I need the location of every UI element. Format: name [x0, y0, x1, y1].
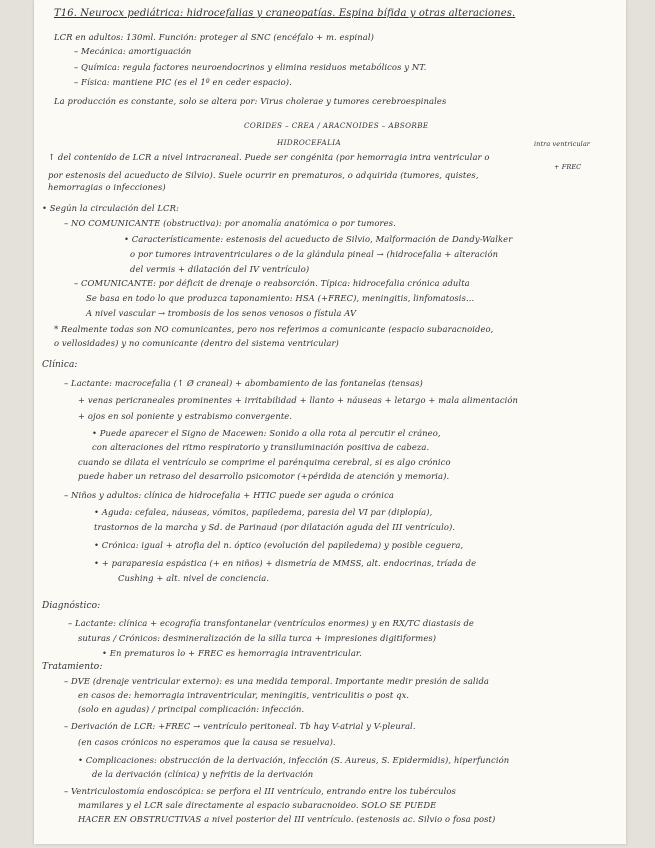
clinica-line: puede haber un retraso del desarrollo psicomotor (+pérdida de atención y memoria).: [78, 471, 450, 481]
circulacion-line: * Realmente todas son NO comunicantes, pero nos referimos a comunicante (espacio subaracnoideo,: [54, 324, 494, 334]
clinica-line: + venas pericraneales prominentes + irritabilidad + llanto + náuseas + letargo + mala alimentación: [78, 395, 519, 405]
circulacion-line: Se basa en todo lo que produzca taponamiento: HSA (+FREC), meningitis, linfomatosis...: [86, 293, 475, 303]
lcr-line: – Física: mantiene PIC (es el 1º en ceder espacio).: [74, 77, 292, 87]
hidrocefalia-line: ↑ del contenido de LCR a nivel intracraneal. Puede ser congénita (por hemorragia intra ventricular o: [48, 152, 490, 162]
clinica-line: • Puede aparecer el Signo de Macewen: Sonido a olla rota al percutir el cráneo,: [92, 428, 441, 438]
circulacion-line: del vermis + dilatación del IV ventrículo): [130, 264, 310, 274]
tratamiento-line: HACER EN OBSTRUCTIVAS a nivel posterior del III ventrículo. (estenosis ac. Silvio o fosa post): [78, 814, 496, 824]
superscript-note: + FREC: [554, 163, 582, 171]
tratamiento-line: de la derivación (clínica) y nefritis de la derivación: [92, 769, 314, 779]
diagnostico-line: – Lactante: clínica + ecografía transfontanelar (ventrículos enormes) y en RX/TC diastasis de: [68, 618, 474, 628]
section-heading: Diagnóstico:: [42, 601, 101, 611]
tratamiento-line: – DVE (drenaje ventricular externo): es una medida temporal. Importante medir presión de salida: [64, 676, 490, 686]
tratamiento-line: (en casos crónicos no esperamos que la causa se resuelva).: [78, 737, 336, 747]
clinica-line: • Aguda: cefalea, náuseas, vómitos, papiledema, paresia del VI par (diplopía),: [94, 507, 433, 517]
clinica-line: – Lactante: macrocefalia (↑ Ø craneal) + abombamiento de las fontanelas (tensas): [64, 378, 423, 388]
diagnostico-line: • En prematuros lo + FREC es hemorragia intraventricular.: [102, 648, 362, 658]
diagnostico-line: suturas / Crónicos: desmineralización de la silla turca + impresiones digitiformes): [78, 633, 437, 643]
clinica-line: trastornos de la marcha y Sd. de Parinaud (por dilatación aguda del III ventrículo).: [94, 522, 456, 532]
lcr-line: CORIDES – CREA / ARACNOIDES – ABSORBE: [244, 121, 429, 130]
clinica-line: + ojos en sol poniente y estrabismo convergente.: [78, 411, 293, 421]
section-heading: Clínica:: [42, 360, 78, 370]
circulacion-line: – COMUNICANTE: por déficit de drenaje o reabsorción. Típica: hidrocefalia crónica adulta: [74, 278, 470, 288]
circulacion-line: A nivel vascular → trombosis de los senos venosos o fístula AV: [86, 308, 357, 318]
tratamiento-line: – Ventriculostomía endoscópica: se perfora el III ventrículo, entrando entre los tubérculos: [64, 786, 456, 796]
superscript-note: intra ventricular: [534, 140, 591, 148]
clinica-line: cuando se dilata el ventrículo se comprime el parénquima cerebral, si es algo crónico: [78, 457, 451, 467]
tratamiento-line: (solo en agudas) / principal complicación: infección.: [78, 704, 305, 714]
page-title: T16. Neurocx pediátrica: hidrocefalias y craneopatías. Espina bífida y otras alteraciones.: [54, 8, 516, 19]
hidrocefalia-label: HIDROCEFALIA: [277, 138, 342, 147]
clinica-line: – Niños y adultos: clínica de hidrocefalia + HTIC puede ser aguda o crónica: [64, 490, 394, 500]
hidrocefalia-line: hemorragias o infecciones): [48, 182, 166, 192]
circulacion-line: o por tumores intraventriculares o de la glándula pineal → (hidrocefalia + alteración: [130, 249, 499, 259]
lcr-line: – Química: regula factores neuroendocrinos y elimina residuos metabólicos y NT.: [74, 62, 427, 72]
circulacion-line: o vellosidades) y no comunicante (dentro del sistema ventricular): [54, 338, 339, 348]
circulacion-line: – NO COMUNICANTE (obstructiva): por anomalía anatómica o por tumores.: [64, 218, 396, 228]
circulacion-line: • Según la circulación del LCR:: [42, 203, 179, 213]
section-heading: Tratamiento:: [42, 662, 103, 672]
hidrocefalia-line: por estenosis del acueducto de Silvio). Suele ocurrir en prematuros, o adquirida (tumores, quistes,: [48, 170, 479, 180]
clinica-line: • + paraparesia espástica (+ en niños) + dismetría de MMSS, alt. endocrinas, tríada de: [94, 558, 477, 568]
lcr-line: LCR en adultos: 130ml. Función: proteger al SNC (encéfalo + m. espinal): [54, 32, 374, 42]
tratamiento-line: • Complicaciones: obstrucción de la derivación, infección (S. Aureus, S. Epidermidis), hiperfunción: [78, 755, 510, 765]
clinica-line: • Crónica: igual + atrofia del n. óptico (evolución del papiledema) y posible ceguera,: [94, 540, 464, 550]
circulacion-line: • Característicamente: estenosis del acueducto de Silvio, Malformación de Dandy-Walker: [124, 234, 513, 244]
tratamiento-line: en casos de: hemorragia intraventricular, meningitis, ventriculitis o post qx.: [78, 690, 410, 700]
clinica-line: Cushing + alt. nivel de conciencia.: [118, 573, 270, 583]
tratamiento-line: – Derivación de LCR: +FREC → ventrículo peritoneal. Tb hay V-atrial y V-pleural.: [64, 721, 416, 731]
clinica-line: con alteraciones del ritmo respiratorio y transiluminación positiva de cabeza.: [92, 442, 430, 452]
lcr-line: – Mecánica: amortiguación: [74, 46, 192, 56]
lcr-line: La producción es constante, solo se altera por: Virus cholerae y tumores cerebroespinales: [54, 96, 447, 106]
tratamiento-line: mamilares y el LCR sale directamente al espacio subaracnoideo. SOLO SE PUEDE: [78, 800, 437, 810]
notebook-page: [34, 0, 626, 844]
